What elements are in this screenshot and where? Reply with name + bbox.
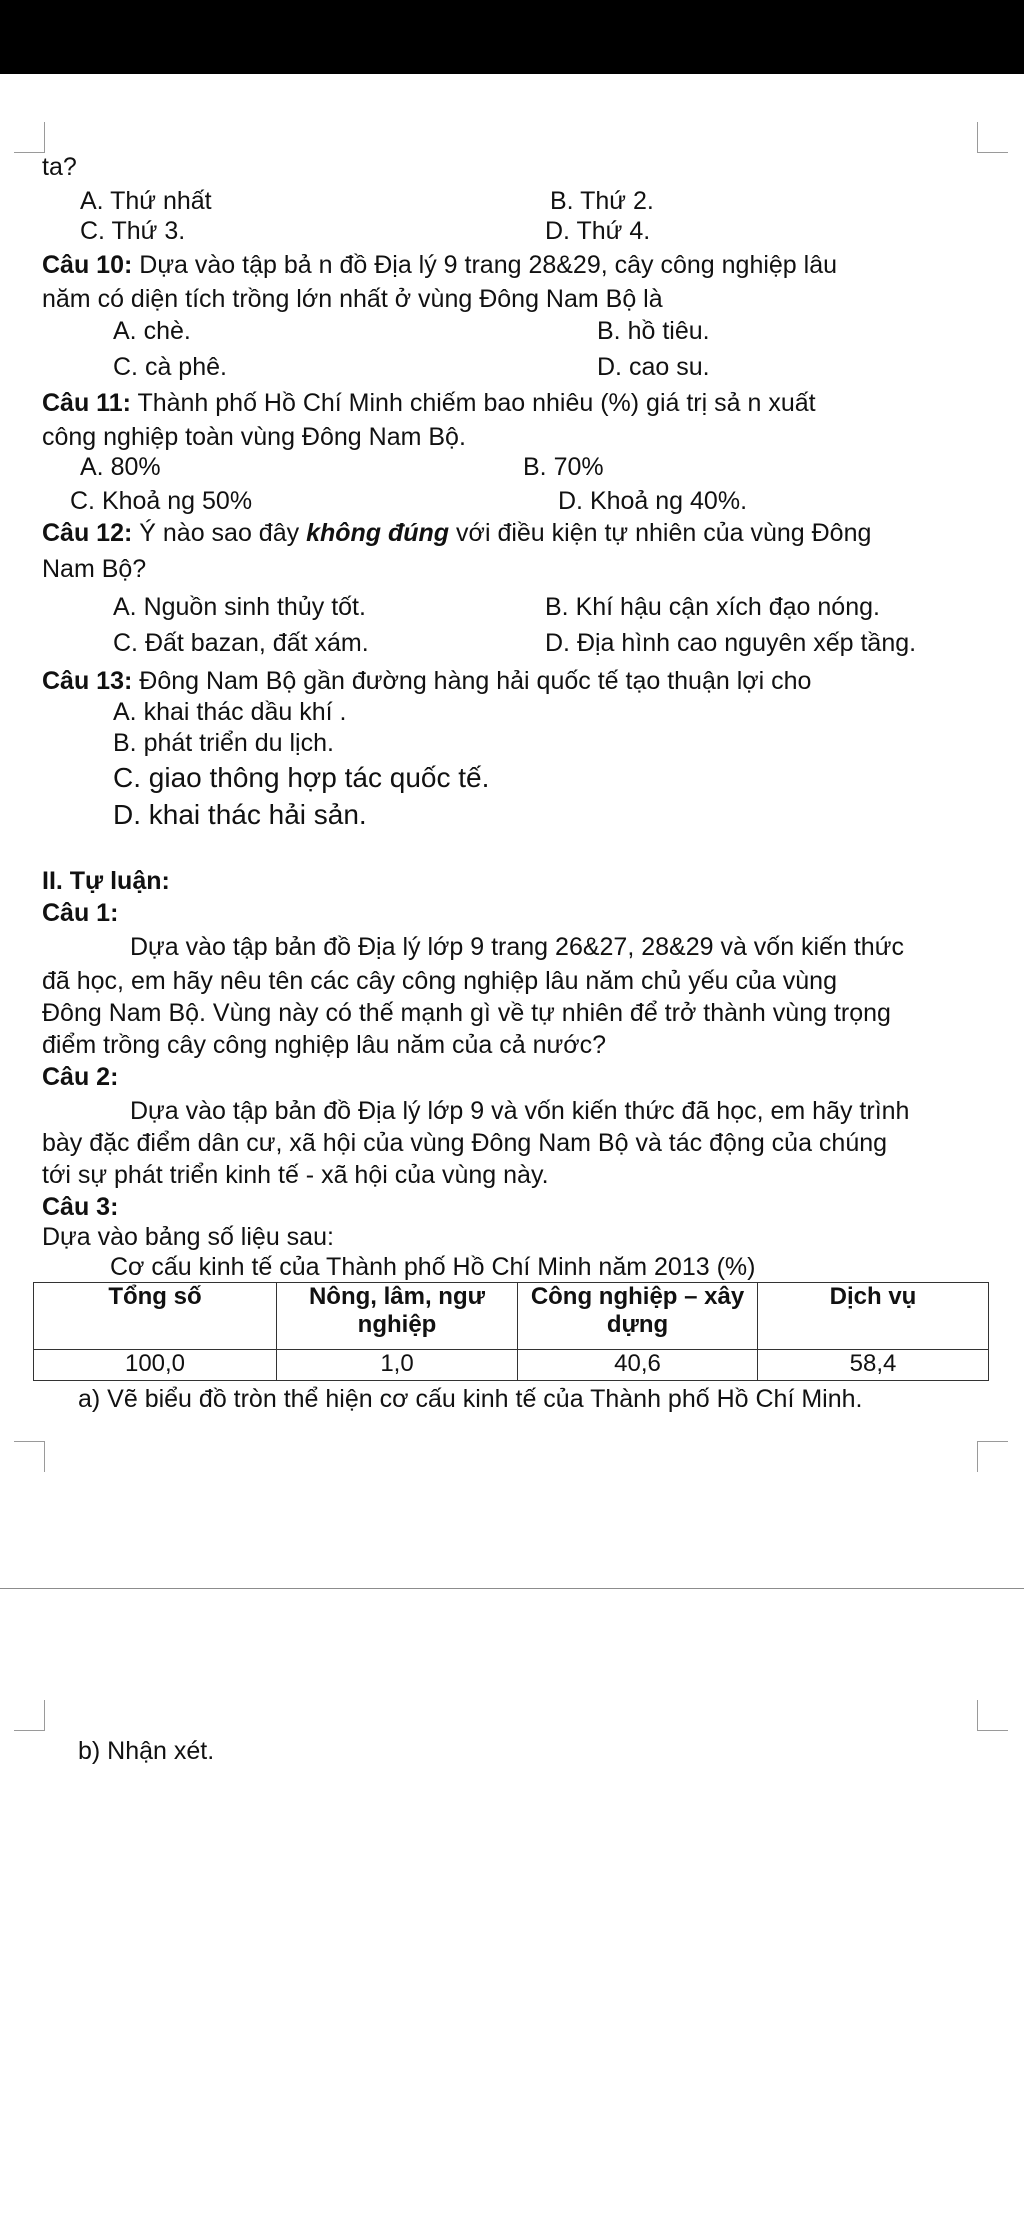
page-corner-mark xyxy=(14,122,45,153)
table-header-cell: Tổng số xyxy=(34,1283,277,1350)
question-label: Câu 10: xyxy=(42,251,133,279)
option-b: B. phát triển du lịch. xyxy=(113,729,334,757)
option-c: C. Đất bazan, đất xám. xyxy=(113,629,369,657)
question-label: Câu 12: xyxy=(42,519,133,547)
option-d: D. Khoả ng 40%. xyxy=(558,487,748,515)
question-text: với điều kiện tự nhiên của vùng Đông xyxy=(456,519,872,547)
table-header-cell: Dịch vụ xyxy=(758,1283,989,1350)
page-separator xyxy=(0,1588,1024,1589)
paragraph-line: điểm trồng cây công nghiệp lâu năm của cả nước? xyxy=(42,1031,607,1059)
question-10 xyxy=(42,250,982,280)
table-header-row xyxy=(34,1283,989,1350)
option-d: D. cao su. xyxy=(597,353,710,381)
section-heading: II. Tự luận: xyxy=(42,867,170,895)
question-text: Nam Bộ? xyxy=(42,555,147,583)
option-c: C. Khoả ng 50% xyxy=(70,487,253,515)
essay-question-1-label: Câu 1: xyxy=(42,899,119,927)
page-corner-mark xyxy=(14,1441,45,1472)
question-emphasis: không đúng xyxy=(306,519,450,547)
page-corner-mark xyxy=(977,122,1008,153)
task-a: a) Vẽ biểu đồ tròn thể hiện cơ cấu kinh tế của Thành phố Hồ Chí Minh. xyxy=(78,1385,863,1413)
question-text: Ý nào sao đây xyxy=(139,519,300,547)
question-text: năm có diện tích trồng lớn nhất ở vùng Đông Nam Bộ là xyxy=(42,285,663,313)
question-13 xyxy=(42,666,811,696)
paragraph-line: đã học, em hãy nêu tên các cây công nghiệp lâu năm chủ yếu của vùng xyxy=(42,967,837,995)
paragraph-line: tới sự phát triển kinh tế - xã hội của vùng này. xyxy=(42,1161,549,1189)
question-text: Dựa vào tập bả n đồ Địa lý 9 trang 28&29, cây công nghiệp lâu xyxy=(139,251,838,279)
table-caption: Cơ cấu kinh tế của Thành phố Hồ Chí Minh năm 2013 (%) xyxy=(110,1253,756,1281)
paragraph-line: bày đặc điểm dân cư, xã hội của vùng Đông Nam Bộ và tác động của chúng xyxy=(42,1129,888,1157)
page-corner-mark xyxy=(14,1700,45,1731)
page-corner-mark xyxy=(977,1441,1008,1472)
option-c: C. giao thông hợp tác quốc tế. xyxy=(113,762,490,793)
table-cell: 58,4 xyxy=(758,1350,989,1381)
table-cell: 100,0 xyxy=(34,1350,277,1381)
question-11 xyxy=(42,388,816,418)
question-9-tail: ta? xyxy=(42,153,77,181)
task-b: b) Nhận xét. xyxy=(78,1737,215,1765)
question-text: Thành phố Hồ Chí Minh chiếm bao nhiêu (%) giá trị sả n xuất xyxy=(137,389,816,417)
table-header-cell: Công nghiệp – xây dựng xyxy=(518,1283,758,1350)
question-label: Câu 13: xyxy=(42,667,133,695)
option-c: C. cà phê. xyxy=(113,353,227,381)
paragraph-line: Đông Nam Bộ. Vùng này có thế mạnh gì về tự nhiên để trở thành vùng trọng xyxy=(42,999,891,1027)
option-a: A. Thứ nhất xyxy=(80,187,212,215)
page-corner-mark xyxy=(977,1700,1008,1731)
question-text: công nghiệp toàn vùng Đông Nam Bộ. xyxy=(42,423,466,451)
question-text: Đông Nam Bộ gần đường hàng hải quốc tế tạo thuận lợi cho xyxy=(139,667,812,695)
question-label: Câu 11: xyxy=(42,389,131,417)
option-d: D. khai thác hải sản. xyxy=(113,799,367,830)
option-c: C. Thứ 3. xyxy=(80,217,186,245)
option-a: A. Nguồn sinh thủy tốt. xyxy=(113,593,366,621)
table-row xyxy=(34,1350,989,1381)
table-cell: 40,6 xyxy=(518,1350,758,1381)
option-d: D. Địa hình cao nguyên xếp tầng. xyxy=(545,629,917,657)
option-b: B. Khí hậu cận xích đạo nóng. xyxy=(545,593,880,621)
table-header-cell: Nông, lâm, ngư nghiệp xyxy=(277,1283,518,1350)
option-b: B. hồ tiêu. xyxy=(597,317,710,345)
data-table xyxy=(33,1282,989,1381)
option-a: A. chè. xyxy=(113,317,191,345)
option-d: D. Thứ 4. xyxy=(545,217,651,245)
table-cell: 1,0 xyxy=(277,1350,518,1381)
paragraph-line: Dựa vào tập bản đồ Địa lý lớp 9 và vốn kiến thức đã học, em hãy trình xyxy=(130,1097,910,1125)
option-b: B. Thứ 2. xyxy=(550,187,654,215)
option-a: A. 80% xyxy=(80,453,161,481)
essay-question-3-label: Câu 3: xyxy=(42,1193,119,1221)
question-12 xyxy=(42,518,871,548)
essay-question-2-label: Câu 2: xyxy=(42,1063,119,1091)
status-bar xyxy=(0,0,1024,74)
option-b: B. 70% xyxy=(523,453,604,481)
paragraph-line: Dựa vào bảng số liệu sau: xyxy=(42,1223,334,1251)
option-a: A. khai thác dầu khí . xyxy=(113,698,347,726)
paragraph-line: Dựa vào tập bản đồ Địa lý lớp 9 trang 26&27, 28&29 và vốn kiến thức xyxy=(130,933,904,961)
